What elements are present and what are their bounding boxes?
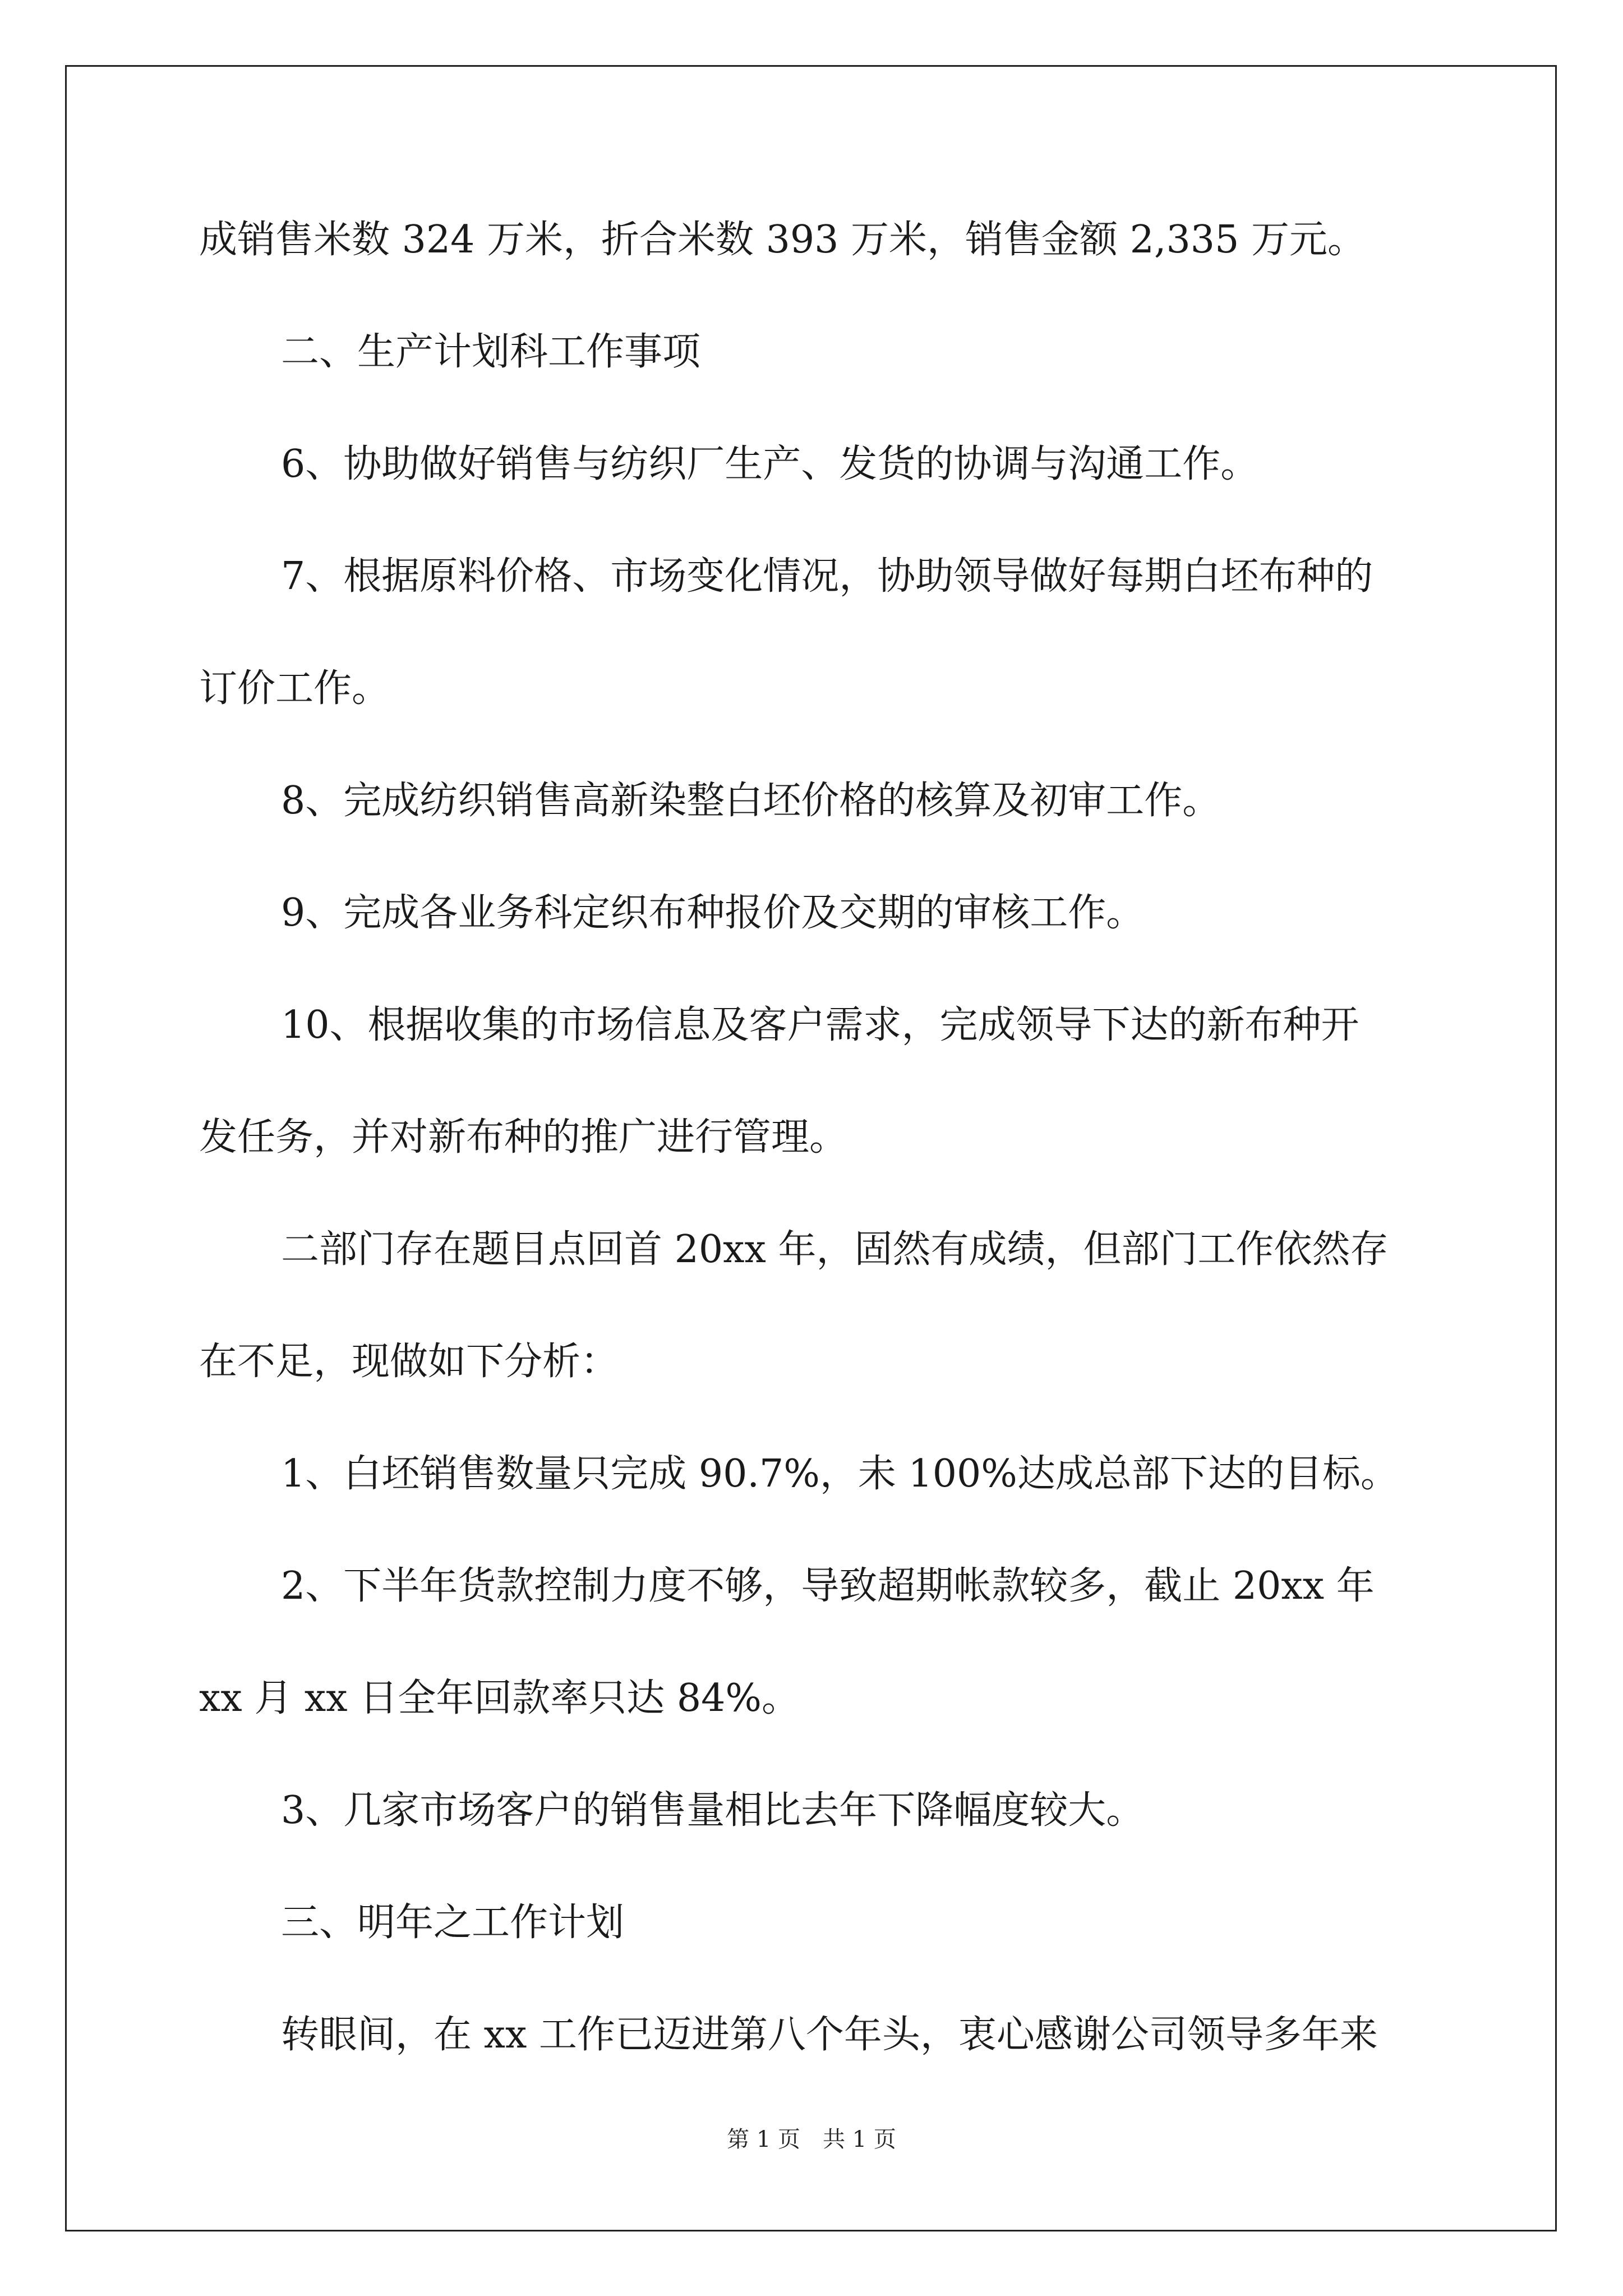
paragraph-line: 9、完成各业务科定织布种报价及交期的审核工作。 (281, 891, 1145, 935)
paragraph-line: 2、下半年货款控制力度不够，导致超期帐款较多，截止 20xx 年 (281, 1564, 1375, 1608)
paragraph-line: xx 月 xx 日全年回款率只达 84%。 (199, 1676, 800, 1720)
paragraph-line: 8、完成纺织销售高新染整白坯价格的核算及初审工作。 (281, 779, 1221, 823)
section-heading: 三、明年之工作计划 (281, 1901, 625, 1945)
page-footer: 第 1 页 共 1 页 (727, 2127, 896, 2152)
paragraph-line: 6、协助做好销售与纺织厂生产、发货的协调与沟通工作。 (281, 442, 1259, 486)
paragraph-line: 二部门存在题目点回首 20xx 年，固然有成绩，但部门工作依然存 (281, 1227, 1389, 1272)
paragraph-line: 10、根据收集的市场信息及客户需求，完成领导下达的新布种开 (281, 1003, 1359, 1047)
paragraph-line: 发任务，并对新布种的推广进行管理。 (199, 1115, 848, 1159)
section-heading: 二、生产计划科工作事项 (281, 330, 701, 374)
paragraph-line: 订价工作。 (199, 666, 390, 711)
paragraph-line: 1、白坯销售数量只完成 90.7%，未 100%达成总部下达的目标。 (281, 1452, 1399, 1496)
paragraph-line: 转眼间，在 xx 工作已迈进第八个年头，衷心感谢公司领导多年来 (281, 2013, 1378, 2057)
document-body (199, 219, 1433, 2126)
paragraph-line: 成销售米数 324 万米，折合米数 393 万米，销售金额 2,335 万元。 (199, 218, 1366, 262)
paragraph-line: 7、根据原料价格、市场变化情况，协助领导做好每期白坯布种的 (281, 554, 1373, 599)
paragraph-line: 在不足，现做如下分析： (199, 1340, 619, 1384)
paragraph-line: 3、几家市场客户的销售量相比去年下降幅度较大。 (281, 1788, 1145, 1833)
